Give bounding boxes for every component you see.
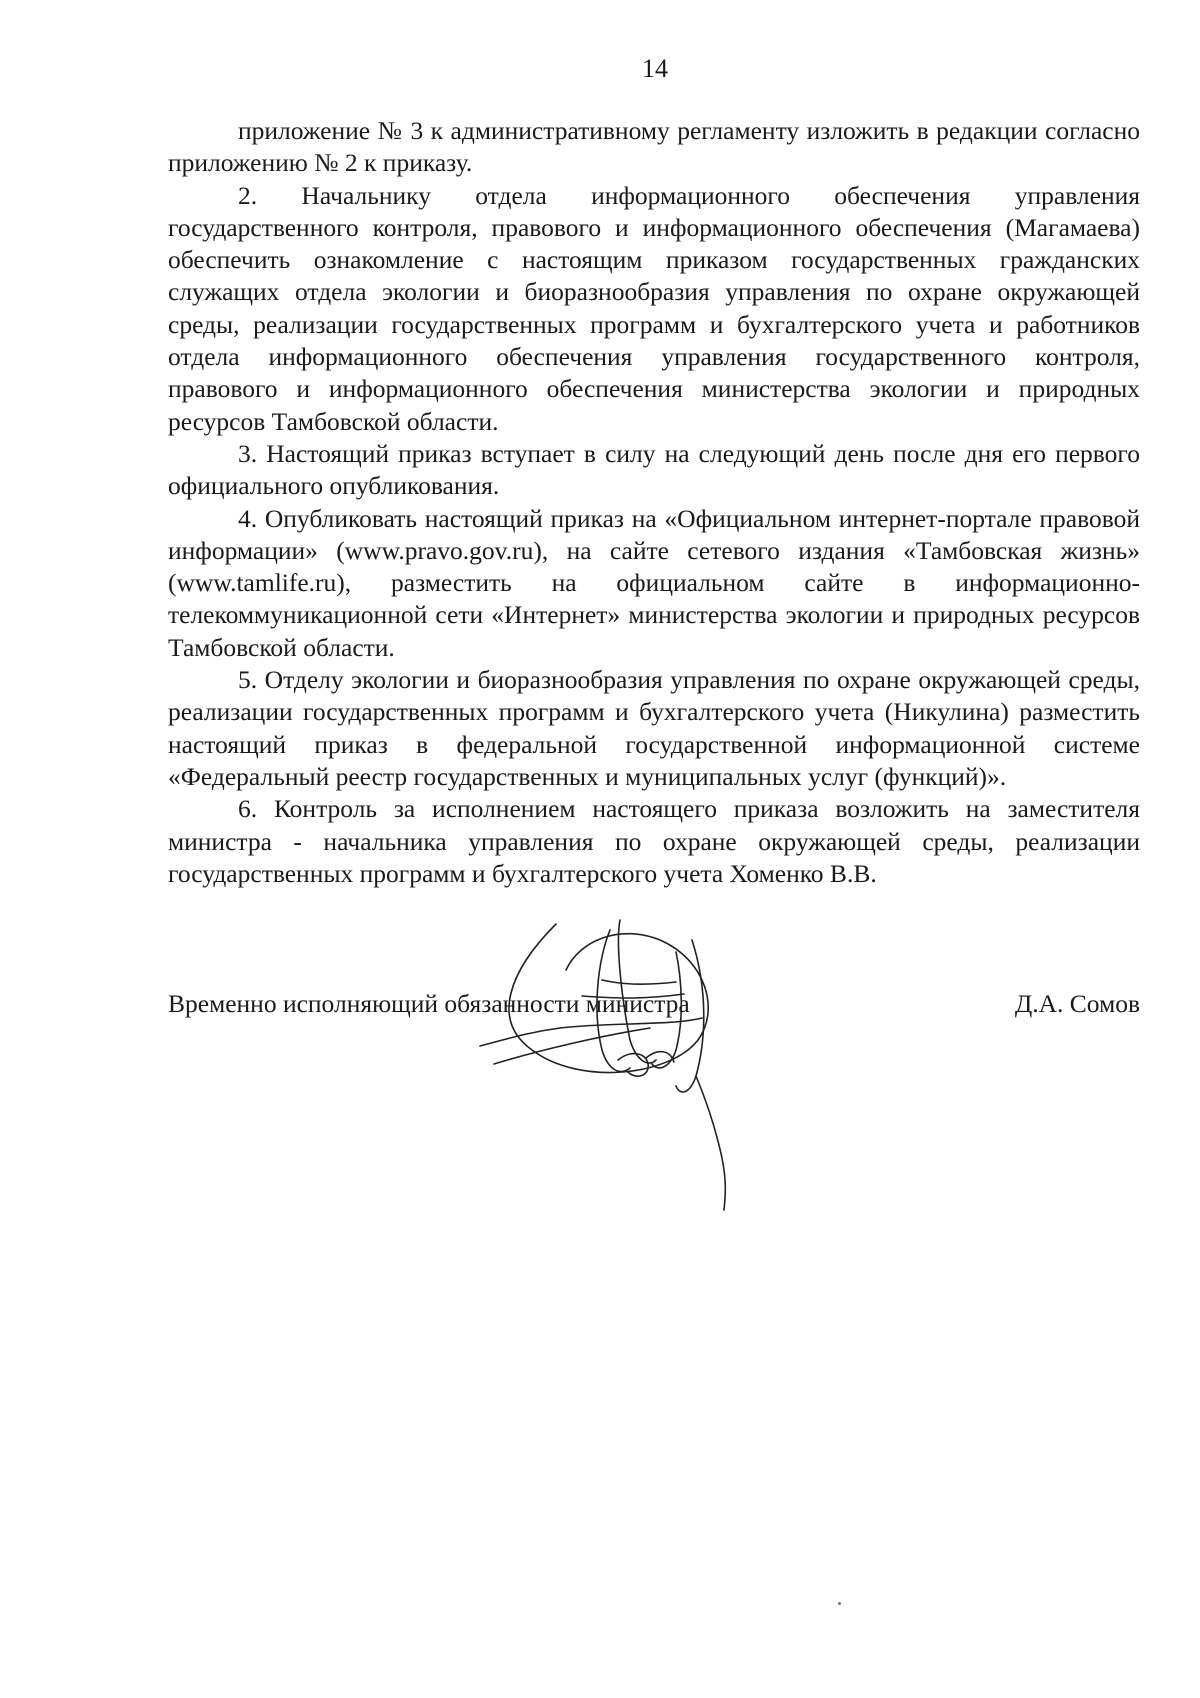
paragraph-continuation: приложение № 3 к административному регламенту изложить в редакции согласно приложению № 2 к приказу. xyxy=(168,116,1140,178)
handwritten-signature xyxy=(470,900,830,1230)
paragraph-item-3: 3. Настоящий приказ вступает в силу на следующий день после дня его первого официального опубликования. xyxy=(168,438,1140,501)
page-number: 14 xyxy=(642,54,668,83)
document-body xyxy=(168,115,1140,890)
scan-artifact xyxy=(838,1602,841,1605)
signer-name: Д.А. Сомов xyxy=(1014,989,1140,1018)
signer-position: Временно исполняющий обязанности министра xyxy=(168,989,690,1018)
paragraph-item-5: 5. Отделу экологии и биоразнообразия управления по охране окружающей среды, реализации государственных программ и бухгалтерского учета (Никулина) разместить настоящий приказ в федеральной государственной информационной системе «Федеральный реестр государственных и муниципальных услуг (функций)». xyxy=(168,665,1140,791)
paragraph-item-6: 6. Контроль за исполнением настоящего приказа возложить на заместителя министра - начальника управления по охране окружающей среды, реализации государственных программ и бухгалтерского учета Хоменко В.В. xyxy=(168,794,1140,888)
paragraph-item-4: 4. Опубликовать настоящий приказ на «Официальном интернет-портале правовой информации» (www.pravo.gov.ru), на сайте сетевого издания «Тамбовская жизнь» (www.tamlife.ru), разместить на официальном сайте в информационно-телекоммуникационной сети «Интернет» министерства экологии и природных ресурсов Тамбовской области. xyxy=(168,503,1140,662)
paragraph-item-2: 2. Начальнику отдела информационного обеспечения управления государственного контроля, правового и информационного обеспечения (Магамаева) обеспечить ознакомление с настоящим приказом государственных гражданских служащих отдела экологии и биоразнообразия управления по охране окружающей среды, реализации государственных программ и бухгалтерского учета и работников отдела информационного обеспечения управления государственного контроля, правового и информационного обеспечения министерства экологии и природных ресурсов Тамбовской области. xyxy=(168,180,1140,436)
